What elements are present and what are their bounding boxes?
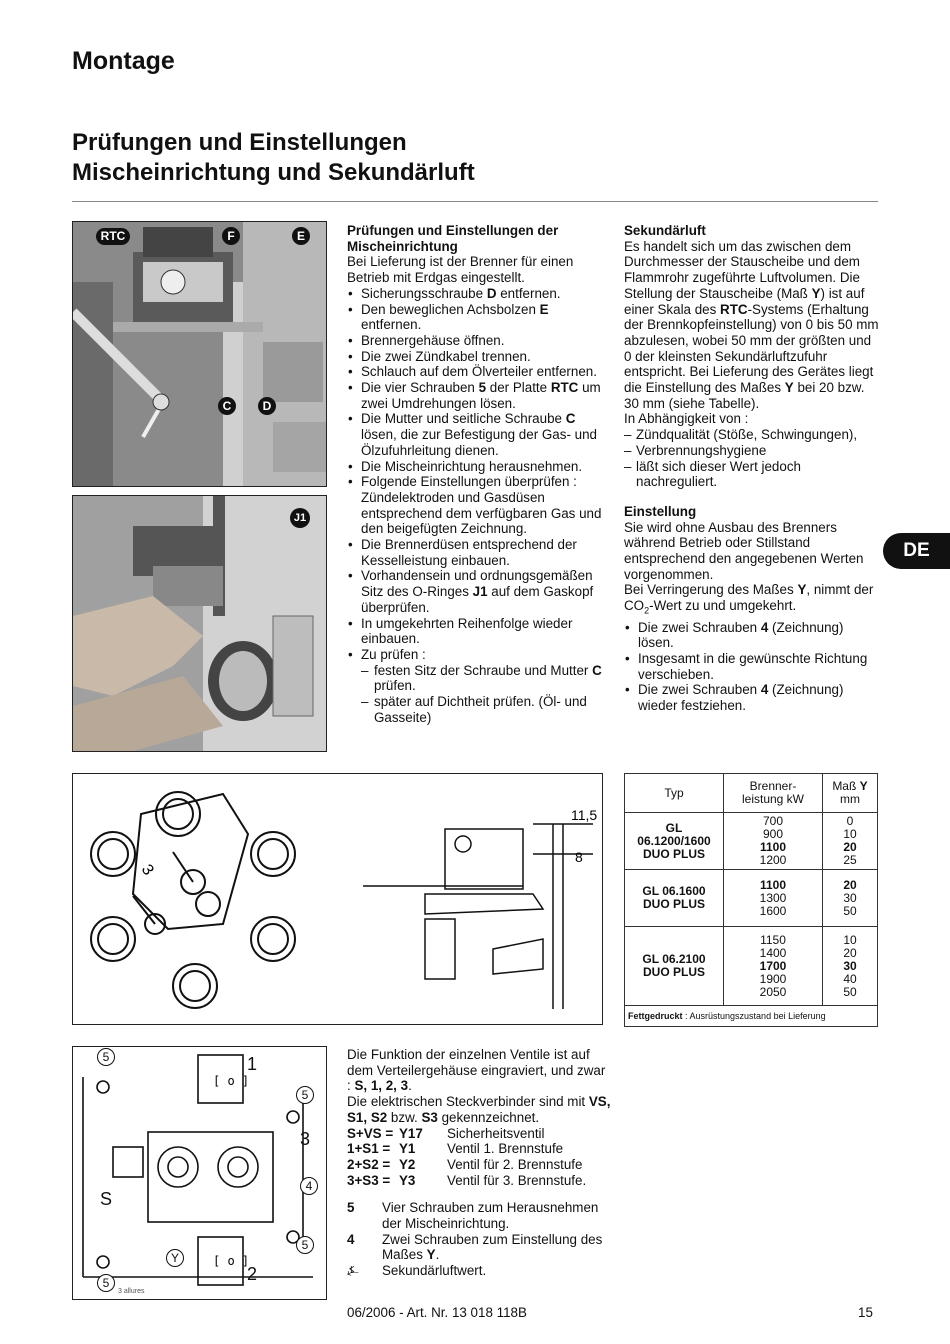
ein-paragraph: Sie wird ohne Ausbau des Brenners während Betrieb oder Stillstand entsprechend den angegebenen Werten vorgenommen. xyxy=(624,519,864,582)
legend-row: 5 Vier Schrauben zum Herausnehmen der Mischeinrichtung. xyxy=(347,1200,599,1232)
ein-list xyxy=(624,620,882,714)
heading-pruefungen: Prüfungen und Einstellungen der Mischeinrichtung xyxy=(347,223,559,254)
sek-dependency: In Abhängigkeit von : xyxy=(624,411,749,427)
header-leistung: Brenner- leistung kW xyxy=(724,774,823,813)
list-item: • Schlauch auf dem Ölverteiler entfernen. xyxy=(347,364,605,380)
column-sekundaerluft xyxy=(624,223,882,714)
label-rtc: RTC xyxy=(96,228,130,245)
footer-reference: 06/2006 - Art. Nr. 13 018 118B xyxy=(347,1305,527,1320)
drawing-dim-8: 8 xyxy=(575,849,583,865)
list-item: • Die Mischeinrichtung herausnehmen. xyxy=(347,459,605,475)
list-item: – später auf Dichtheit prüfen. (Öl- und Gasseite) xyxy=(347,694,605,725)
list-item: • Die zwei Zündkabel trennen. xyxy=(347,349,605,365)
column-pruefungen xyxy=(347,223,605,726)
section-title: Montage xyxy=(72,47,175,75)
valve-row: S+VS = Y17 Sicherheitsventil xyxy=(347,1125,545,1141)
drawing-dim-11-5: 11,5 xyxy=(571,807,598,823)
valve-drawing xyxy=(72,1046,327,1300)
list-item: • Vorhandensein und ordnungsgemäßen Sitz des O-Ringes J1 auf dem Gaskopf überprüfen. xyxy=(347,568,605,615)
label-d: D xyxy=(258,397,276,415)
legend-row: 4 Zwei Schrauben zum Einstellung des Maßes Y. xyxy=(347,1231,603,1263)
valve-label-4: 4 xyxy=(300,1177,318,1195)
drawing-dim-3: 3 xyxy=(137,861,157,879)
type-cell: GL 06.1200/1600 DUO PLUS xyxy=(625,813,724,870)
list-item: – Verbrennungshygiene xyxy=(624,443,882,459)
kw-cell: 1150 1400 1700 1900 2050 xyxy=(724,927,823,1006)
valve-label-5: 5 xyxy=(296,1086,314,1104)
heading-einstellung: Einstellung xyxy=(624,503,697,519)
list-item: • Die zwei Schrauben 4 (Zeichnung) lösen. xyxy=(624,620,882,651)
valve-scale-label: 3 allures xyxy=(118,1288,145,1295)
page-title xyxy=(72,128,475,188)
list-item: • Sicherungsschraube D entfernen. xyxy=(347,286,605,302)
steps-list xyxy=(347,286,605,726)
y-cell: 0 10 20 25 xyxy=(823,813,878,870)
language-tab-de: DE xyxy=(883,533,950,569)
label-f: F xyxy=(222,227,240,245)
valve-label-y: Y xyxy=(166,1249,184,1267)
list-item: – läßt sich dieser Wert jedoch nachreguliert. xyxy=(624,459,882,490)
svg-text:[ o ]: [ o ] xyxy=(213,1254,250,1268)
photo-gas-valve-top-graphic xyxy=(73,222,326,486)
valve-label-2: 2 xyxy=(247,1264,258,1284)
type-cell: GL 06.2100 DUO PLUS xyxy=(625,927,724,1006)
photo-mixing-device-graphic xyxy=(73,496,326,751)
list-item: • Die zwei Schrauben 4 (Zeichnung) wieder festziehen. xyxy=(624,682,882,713)
header-mass-y: Maß Y mm xyxy=(823,774,878,813)
valve-label-3: 3 xyxy=(300,1129,311,1149)
title-divider xyxy=(72,201,878,202)
header-typ: Typ xyxy=(625,774,724,813)
legend-row: ⍼ Sekundärluftwert. xyxy=(347,1263,487,1279)
heading-sekundaerluft: Sekundärluft xyxy=(624,223,706,238)
list-item: • Die Brennerdüsen entsprechend der Kesselleistung einbauen. xyxy=(347,537,605,568)
ein-co2-paragraph: Bei Verringerung des Maßes Y, nimmt der $CO_2$-Wert zu und umgekehrt. xyxy=(624,582,874,616)
technical-drawing xyxy=(72,773,603,1025)
valve-label-5: 5 xyxy=(97,1274,115,1292)
list-item: • Den beweglichen Achsbolzen E entfernen. xyxy=(347,302,605,333)
list-item: • Brennergehäuse öffnen. xyxy=(347,333,605,349)
photo-gas-valve-top xyxy=(72,221,327,487)
valve-row: 3+S3 = Y3 Ventil für 3. Brennstufe. xyxy=(347,1172,587,1188)
kw-cell: 1100 1300 1600 xyxy=(724,870,823,927)
sek-paragraph: Es handelt sich um das zwischen dem Durchmesser der Stauscheibe und dem Flammrohr zugeführte Luftvolumen. Die Stellung der Stauscheibe (Maß Y) ist auf einer Skala des RTC-Systems (Erhaltung der Brennkopfeinstellung) von 0 bis 50 mm abzulesen, wobei 50 mm der größten und 0 der kleinsten Sekundärluftzufuhr entspricht. Bei Lieferung des Gerätes liegt die Einstellung des Maßes Y bei 20 bzw. 30 mm (siehe Tabelle). xyxy=(624,238,879,411)
list-item: • Die vier Schrauben 5 der Platte RTC um zwei Umdrehungen lösen. xyxy=(347,380,605,411)
valve-row: 1+S1 = Y1 Ventil 1. Brennstufe xyxy=(347,1141,564,1157)
technical-drawing-graphic xyxy=(73,774,602,1024)
list-item: • Insgesamt in die gewünschte Richtung verschieben. xyxy=(624,651,882,682)
table-row xyxy=(625,927,878,1006)
valve-label-s: S xyxy=(100,1189,113,1209)
sek-list xyxy=(624,427,882,490)
settings-table xyxy=(624,773,878,1027)
page-title-line2: Mischeinrichtung und Sekundärluft xyxy=(72,159,475,186)
list-item: • Folgende Einstellungen überprüfen : Zündelektroden und Gasdüsen entsprechend dem verfügbaren Gas und den beigefügten Zeichnung. xyxy=(347,474,605,537)
table-row xyxy=(625,870,878,927)
list-item: • In umgekehrten Reihenfolge wieder einbauen. xyxy=(347,616,605,647)
type-cell: GL 06.1600 DUO PLUS xyxy=(625,870,724,927)
valve-label-5: 5 xyxy=(97,1048,115,1066)
valve-drawing-graphic xyxy=(73,1047,326,1299)
svg-text:[ o ]: [ o ] xyxy=(213,1074,250,1088)
list-item: • Die Mutter und seitliche Schraube C lösen, die zur Befestigung der Gas- und Ölzufuhrleitung dienen. xyxy=(347,411,605,458)
connectors-paragraph: Die elektrischen Steckverbinder sind mit VS, S1, S2 bzw. S3 gekennzeichnet. xyxy=(347,1094,611,1125)
valve-row: 2+S2 = Y2 Ventil für 2. Brennstufe xyxy=(347,1156,583,1172)
valve-label-5: 5 xyxy=(296,1236,314,1254)
table-note: Fettgedruckt : Ausrüstungszustand bei Lieferung xyxy=(625,1006,878,1027)
kw-cell: 700 900 1100 1200 xyxy=(724,813,823,870)
label-c: C xyxy=(218,397,236,415)
valves-paragraph: Die Funktion der einzelnen Ventile ist auf dem Verteilergehäuse eingraviert, und zwar : S, 1, 2, 3. xyxy=(347,1047,606,1094)
photo-mixing-device xyxy=(72,495,327,752)
page-title-line1: Prüfungen und Einstellungen xyxy=(72,129,407,156)
label-e: E xyxy=(292,227,310,245)
intro-text: Bei Lieferung ist der Brenner für einen Betrieb mit Erdgas eingestellt. xyxy=(347,254,574,286)
list-item: – Zündqualität (Stöße, Schwingungen), xyxy=(624,427,882,443)
list-item: • Zu prüfen : xyxy=(347,647,605,663)
valve-label-1: 1 xyxy=(247,1054,258,1074)
y-cell: 10 20 30 40 50 xyxy=(823,927,878,1006)
valves-description xyxy=(347,1047,612,1279)
table-note-row xyxy=(625,1006,878,1027)
table-row xyxy=(625,813,878,870)
settings-table-grid xyxy=(624,773,878,1027)
y-cell: 20 30 50 xyxy=(823,870,878,927)
page-number: 15 xyxy=(858,1305,873,1320)
secondary-air-icon: ⍼ xyxy=(347,1263,359,1279)
label-j1: J1 xyxy=(290,508,310,528)
list-item: – festen Sitz der Schraube und Mutter C prüfen. xyxy=(347,663,605,694)
